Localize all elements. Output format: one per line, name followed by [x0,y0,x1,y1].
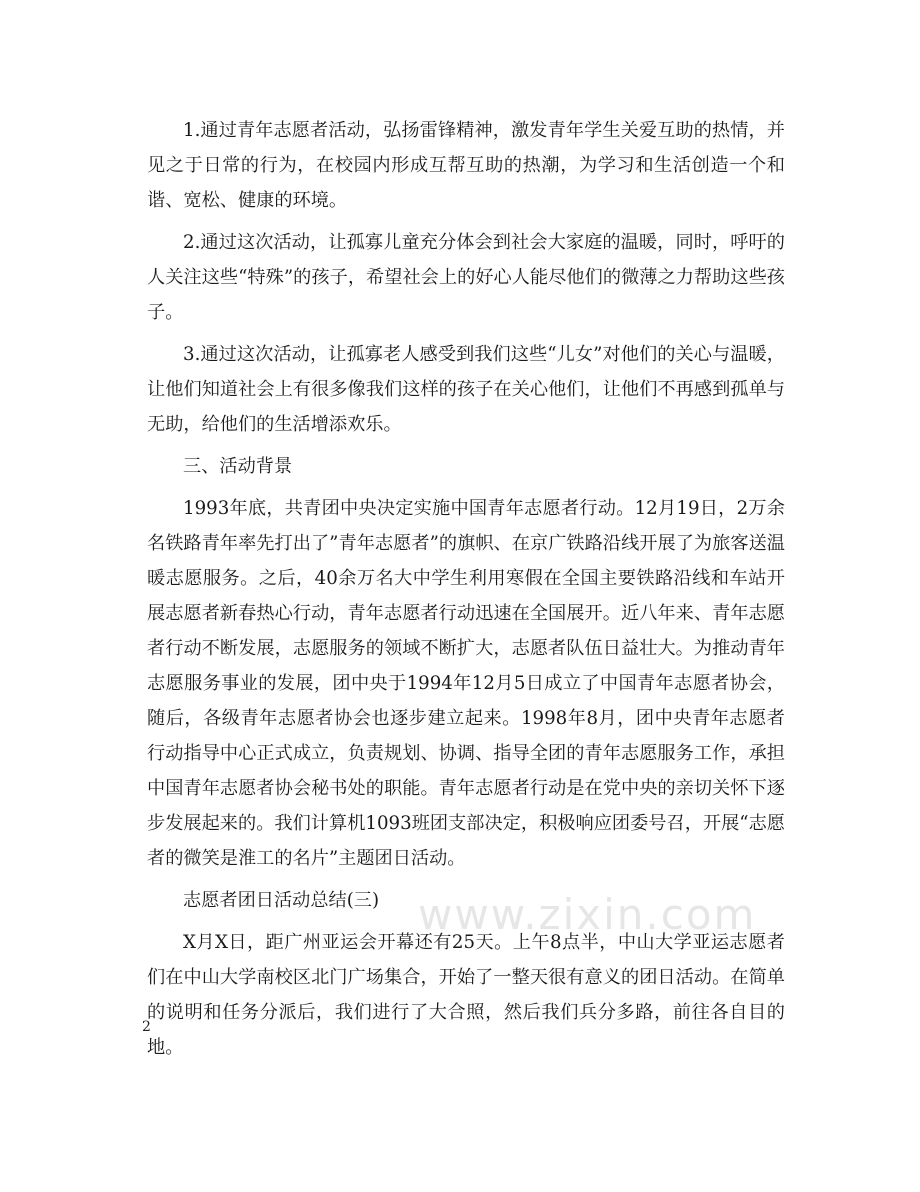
document-body [147,113,785,1072]
page-number: 2 [142,1019,151,1035]
objective-paragraph-1: 1.通过青年志愿者活动，弘扬雷锋精神，激发青年学生关爱互助的热情，并见之于日常的行为，在校园内形成互帮互助的热潮，为学习和生活创造一个和谐、宽松、健康的环境。 [147,120,785,211]
summary-paragraph: X月X日，距广州亚运会开幕还有25天。上午8点半，中山大学亚运志愿者们在中山大学南校区北门广场集合，开始了一整天很有意义的团日活动。在简单的说明和任务分派后，我们进行了大合照，然后我们兵分多路，前往各自目的地。 [147,932,785,1058]
watermark-text: www.zixin.com [418,890,757,939]
section-heading-summary-3: 志愿者团日活动总结(三) [183,890,380,911]
background-paragraph: 1993年底，共青团中央决定实施中国青年志愿者行动。12月19日，2万余名铁路青年率先打出了”青年志愿者”的旗帜、在京广铁路沿线开展了为旅客送温暖志愿服务。之后，40余万名大中学生利用寒假在全国主要铁路沿线和车站开展志愿者新春热心行动，青年志愿者行动迅速在全国展开。近八年来、青年志愿者行动不断发展，志愿服务的领域不断扩大，志愿者队伍日益壮大。为推动青年志愿服务事业的发展，团中央于1994年12月5日成立了中国青年志愿者协会，随后，各级青年志愿者协会也逐步建立起来。1998年8月，团中央青年志愿者行动指导中心正式成立，负责规划、协调、指导全团的青年志愿服务工作，承担中国青年志愿者协会秘书处的职能。青年志愿者行动是在党中央的亲切关怀下逐步发展起来的。我们计算机1093班团支部决定，积极响应团委号召，开展“志愿者的微笑是淮工的名片”主题团日活动。 [147,498,785,869]
objective-paragraph-2: 2.通过这次活动，让孤寡儿童充分体会到社会大家庭的温暖，同时，呼吁的人关注这些“特殊”的孩子，希望社会上的好心人能尽他们的微薄之力帮助这些孩子。 [147,232,785,323]
objective-paragraph-3: 3.通过这次活动，让孤寡老人感受到我们这些“儿女”对他们的关心与温暖，让他们知道社会上有很多像我们这样的孩子在关心他们，让他们不再感到孤单与无助，给他们的生活增添欢乐。 [147,344,785,435]
section-heading-background: 三、活动背景 [183,456,293,477]
